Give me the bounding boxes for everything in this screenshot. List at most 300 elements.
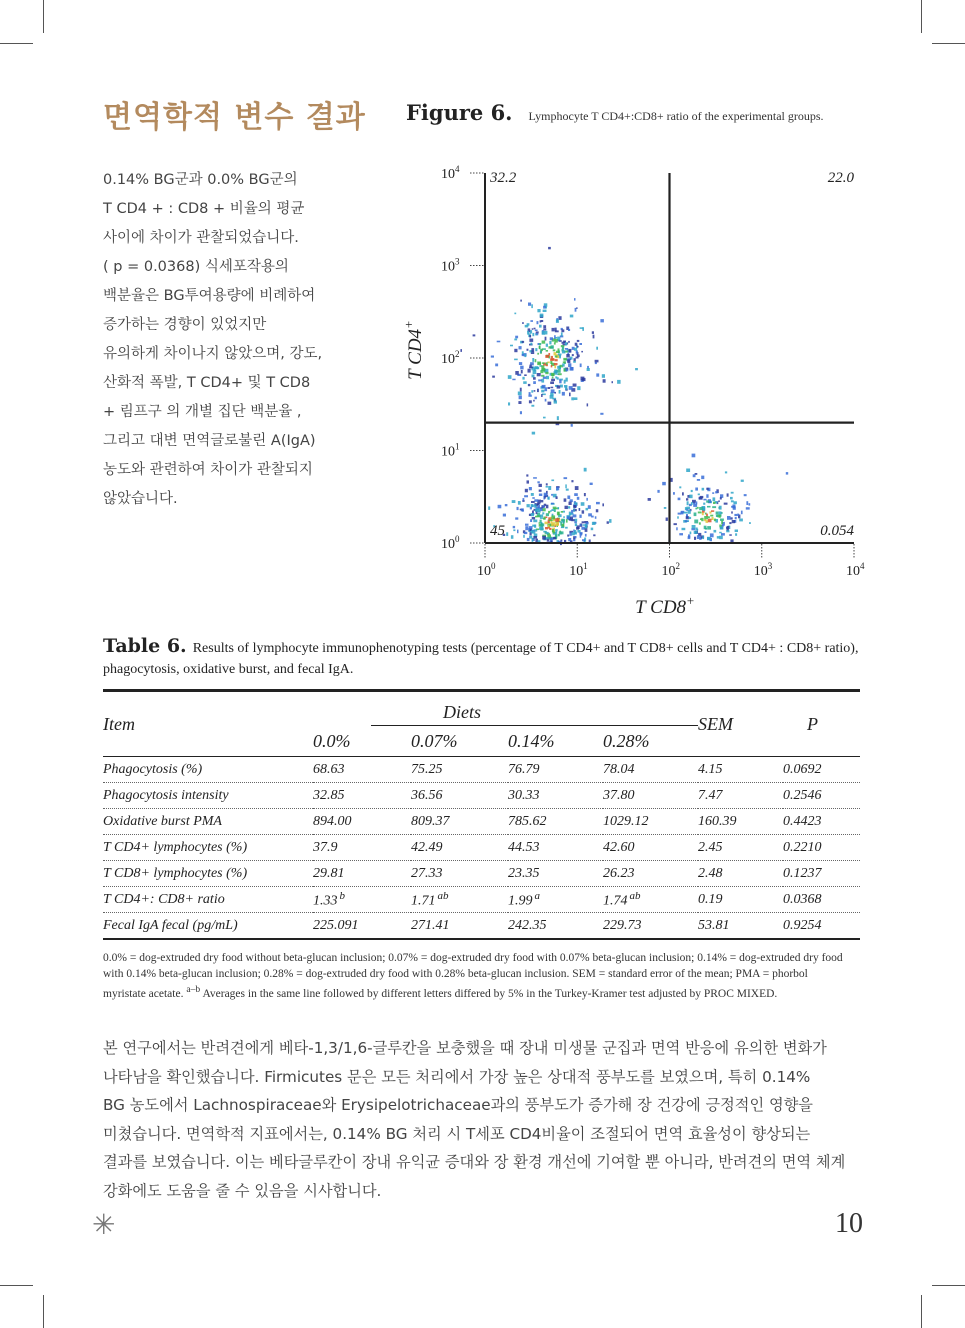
density-point bbox=[682, 492, 684, 495]
density-point bbox=[702, 512, 704, 515]
density-point bbox=[511, 535, 514, 539]
y-tick-label: $10^4$ bbox=[441, 164, 460, 182]
cell-v4 bbox=[603, 887, 698, 913]
figure-label: Figure 6. bbox=[406, 100, 513, 125]
density-point bbox=[692, 454, 696, 458]
density-point bbox=[552, 398, 556, 400]
density-point bbox=[505, 504, 508, 506]
table-label: Table 6. bbox=[103, 635, 187, 657]
cell-value: 68.63 bbox=[313, 761, 345, 777]
density-point bbox=[522, 322, 524, 324]
density-point bbox=[546, 344, 548, 347]
density-point bbox=[529, 392, 531, 395]
density-point bbox=[603, 379, 606, 383]
density-point bbox=[555, 359, 558, 361]
density-point bbox=[691, 502, 693, 505]
intro-line: 농도와 관련하여 차이가 관찰되지 bbox=[103, 462, 313, 478]
density-point bbox=[657, 490, 659, 493]
density-point bbox=[719, 506, 722, 510]
density-point bbox=[589, 540, 591, 543]
cell-v1 bbox=[313, 861, 411, 887]
density-point bbox=[460, 349, 462, 352]
density-point bbox=[712, 517, 714, 520]
chart-ticks bbox=[441, 164, 865, 579]
density-point bbox=[714, 519, 716, 522]
cell-value: T CD4+: CD8+ ratio bbox=[103, 891, 225, 907]
density-point bbox=[551, 365, 553, 367]
density-point bbox=[526, 474, 528, 476]
cell-sem bbox=[698, 757, 783, 783]
cell-v4 bbox=[603, 861, 698, 887]
crop-mark bbox=[932, 1285, 965, 1286]
density-point bbox=[749, 522, 751, 524]
density-point bbox=[694, 520, 698, 524]
density-point bbox=[688, 534, 690, 537]
density-point bbox=[571, 424, 573, 427]
density-point bbox=[542, 505, 544, 507]
y-tick-label: $10^2$ bbox=[441, 349, 460, 367]
density-point bbox=[570, 315, 574, 318]
density-point bbox=[530, 519, 532, 522]
density-point bbox=[543, 310, 547, 312]
cell-value: 30.33 bbox=[508, 787, 540, 803]
cell-v3 bbox=[508, 835, 603, 861]
density-point bbox=[554, 392, 556, 394]
density-point bbox=[541, 375, 544, 377]
density-point bbox=[697, 479, 700, 481]
cell-value: 0.0368 bbox=[783, 891, 822, 907]
star-ornament: ✳ bbox=[92, 1208, 116, 1241]
density-point bbox=[687, 501, 689, 505]
density-point bbox=[538, 505, 540, 509]
density-point bbox=[586, 522, 589, 524]
density-point bbox=[517, 507, 519, 510]
density-point bbox=[718, 511, 721, 514]
density-point bbox=[569, 386, 573, 390]
density-point bbox=[612, 381, 614, 383]
density-point bbox=[508, 375, 512, 379]
density-point bbox=[524, 532, 527, 534]
density-point bbox=[539, 484, 542, 487]
density-point bbox=[679, 486, 681, 488]
density-point bbox=[726, 530, 729, 532]
density-point bbox=[574, 502, 577, 505]
density-point bbox=[677, 516, 679, 518]
density-point bbox=[543, 377, 546, 379]
density-point bbox=[692, 525, 696, 529]
cell-p bbox=[783, 835, 860, 861]
density-point bbox=[551, 373, 555, 376]
density-point bbox=[566, 354, 570, 358]
density-point bbox=[707, 506, 711, 508]
density-point bbox=[535, 330, 538, 332]
cell-value: T CD8+ lymphocytes (%) bbox=[103, 865, 248, 881]
density-point bbox=[557, 385, 561, 388]
table-caption bbox=[103, 636, 863, 680]
cell-v1 bbox=[313, 835, 411, 861]
density-point bbox=[596, 509, 599, 512]
density-point bbox=[695, 488, 698, 491]
density-point bbox=[513, 529, 515, 531]
density-point bbox=[593, 534, 595, 536]
density-point bbox=[552, 328, 555, 332]
density-point bbox=[673, 492, 675, 495]
intro-line: 산화적 폭발, T CD4+ 및 T CD8 bbox=[103, 375, 311, 391]
cell-v3 bbox=[508, 913, 603, 940]
density-point bbox=[551, 358, 555, 360]
cell-v2 bbox=[411, 861, 508, 887]
density-point bbox=[562, 392, 565, 396]
density-point bbox=[711, 510, 714, 512]
density-point bbox=[563, 361, 566, 363]
density-point bbox=[561, 519, 565, 522]
density-point bbox=[521, 370, 523, 373]
density-point bbox=[553, 537, 556, 539]
density-point bbox=[554, 363, 558, 365]
density-point bbox=[539, 325, 542, 328]
density-point bbox=[531, 513, 534, 516]
density-point bbox=[591, 528, 594, 531]
density-point bbox=[575, 308, 577, 312]
density-point bbox=[570, 367, 574, 371]
density-point bbox=[704, 516, 708, 519]
intro-paragraph bbox=[103, 166, 363, 514]
density-point bbox=[533, 377, 536, 380]
density-point bbox=[565, 506, 568, 509]
density-point bbox=[531, 390, 533, 393]
density-point bbox=[532, 497, 535, 499]
density-point bbox=[541, 500, 544, 502]
density-point bbox=[543, 417, 546, 419]
cell-sem bbox=[698, 809, 783, 835]
density-point bbox=[676, 527, 678, 530]
density-point bbox=[531, 348, 534, 352]
cell-sem bbox=[698, 913, 783, 940]
density-point bbox=[554, 400, 557, 403]
density-point bbox=[662, 482, 666, 485]
density-point bbox=[525, 524, 529, 526]
density-point bbox=[512, 379, 515, 381]
density-point bbox=[554, 365, 556, 368]
density-point bbox=[686, 507, 690, 510]
cell-value: 894.00 bbox=[313, 813, 352, 829]
cell-value: 0.9254 bbox=[783, 917, 822, 933]
intro-line: 않았습니다. bbox=[103, 491, 178, 507]
cell-v3 bbox=[508, 861, 603, 887]
cell-value: 0.19 bbox=[698, 891, 723, 907]
cell-item bbox=[103, 835, 313, 861]
intro-line: T CD4 + : CD8 + 비율의 평균 bbox=[103, 201, 305, 217]
density-point bbox=[741, 480, 744, 482]
density-point bbox=[565, 386, 567, 390]
density-point bbox=[562, 342, 565, 344]
density-point bbox=[548, 497, 550, 500]
density-point bbox=[491, 356, 494, 358]
density-point bbox=[521, 508, 524, 511]
crop-mark bbox=[0, 1285, 33, 1286]
density-point bbox=[682, 528, 686, 530]
density-point bbox=[508, 402, 510, 405]
density-point bbox=[518, 401, 521, 404]
cell-value: 1.33 bbox=[313, 893, 338, 909]
density-point bbox=[551, 389, 555, 393]
density-point bbox=[537, 353, 539, 355]
cell-item bbox=[103, 861, 313, 887]
density-point bbox=[530, 507, 532, 510]
density-point bbox=[544, 493, 548, 497]
density-point bbox=[735, 533, 737, 536]
density-point bbox=[546, 483, 548, 485]
density-point bbox=[539, 346, 541, 350]
density-point bbox=[556, 351, 559, 353]
density-point bbox=[541, 390, 544, 393]
density-point bbox=[535, 359, 537, 362]
cell-sem bbox=[698, 783, 783, 809]
density-point bbox=[534, 504, 536, 507]
density-point bbox=[554, 352, 557, 355]
density-point bbox=[706, 494, 708, 498]
density-point bbox=[582, 327, 584, 331]
cell-value: 75.25 bbox=[411, 761, 443, 777]
density-point bbox=[582, 521, 585, 523]
density-point bbox=[539, 527, 541, 530]
cell-v1 bbox=[313, 757, 411, 783]
density-point bbox=[694, 531, 698, 534]
density-point bbox=[737, 514, 739, 516]
density-point bbox=[731, 500, 734, 502]
density-point bbox=[602, 503, 604, 506]
density-point bbox=[546, 532, 549, 534]
density-point bbox=[565, 527, 568, 529]
table-row bbox=[103, 887, 860, 913]
cell-value: 42.60 bbox=[603, 839, 635, 855]
density-point bbox=[514, 349, 517, 352]
cell-v1 bbox=[313, 809, 411, 835]
density-point bbox=[573, 514, 577, 517]
density-point bbox=[563, 511, 565, 513]
density-point bbox=[556, 531, 558, 534]
density-point bbox=[586, 508, 589, 511]
density-point bbox=[545, 337, 547, 341]
header-diet-2: 0.14% bbox=[508, 726, 603, 757]
density-point bbox=[561, 332, 563, 336]
cell-value: 4.15 bbox=[698, 761, 723, 777]
density-point bbox=[733, 501, 737, 504]
density-point bbox=[573, 384, 577, 387]
density-point bbox=[546, 505, 549, 509]
density-point bbox=[522, 341, 524, 343]
density-point bbox=[559, 355, 561, 358]
cell-v3 bbox=[508, 809, 603, 835]
density-point bbox=[539, 522, 541, 524]
density-point bbox=[716, 515, 718, 517]
density-point bbox=[525, 526, 528, 530]
density-point bbox=[694, 513, 697, 517]
density-point bbox=[532, 333, 534, 336]
density-point bbox=[727, 516, 731, 520]
density-point bbox=[686, 516, 690, 519]
density-point bbox=[534, 328, 536, 330]
density-point bbox=[551, 345, 554, 348]
density-point bbox=[581, 351, 583, 353]
density-point bbox=[576, 350, 578, 353]
density-point bbox=[527, 349, 529, 351]
density-point bbox=[555, 370, 557, 373]
density-point bbox=[528, 395, 531, 397]
density-point bbox=[523, 381, 527, 384]
density-point bbox=[685, 520, 688, 522]
density-point bbox=[693, 474, 696, 477]
cell-value: 0.1237 bbox=[783, 865, 822, 881]
density-point bbox=[551, 387, 554, 389]
density-point bbox=[546, 350, 548, 352]
density-point bbox=[520, 411, 522, 414]
density-point bbox=[539, 494, 542, 497]
cell-value: 32.85 bbox=[313, 787, 345, 803]
density-point bbox=[584, 468, 587, 472]
density-point bbox=[514, 359, 518, 361]
density-point bbox=[595, 516, 597, 519]
cell-item bbox=[103, 783, 313, 809]
density-point bbox=[553, 349, 556, 351]
table-row bbox=[103, 861, 860, 887]
cell-v4 bbox=[603, 757, 698, 783]
density-point bbox=[719, 536, 723, 540]
density-point bbox=[701, 518, 703, 521]
density-point bbox=[575, 523, 577, 526]
density-point bbox=[542, 331, 545, 335]
density-point bbox=[557, 416, 559, 420]
density-point bbox=[545, 399, 547, 402]
density-point bbox=[576, 357, 579, 359]
density-point bbox=[566, 489, 569, 491]
density-point bbox=[699, 522, 701, 524]
cell-item bbox=[103, 757, 313, 783]
density-point bbox=[569, 393, 571, 397]
density-point bbox=[538, 379, 542, 381]
page-number: 10 bbox=[835, 1208, 863, 1239]
density-point bbox=[549, 341, 551, 344]
density-point bbox=[726, 527, 728, 529]
density-point bbox=[550, 337, 553, 340]
density-point bbox=[586, 498, 588, 501]
header-diets-label: Diets bbox=[443, 702, 481, 722]
density-point bbox=[696, 528, 698, 530]
cell-value: 44.53 bbox=[508, 839, 540, 855]
cell-item bbox=[103, 809, 313, 835]
density-point bbox=[712, 492, 714, 494]
density-point bbox=[551, 494, 553, 496]
density-point bbox=[739, 519, 743, 522]
density-point bbox=[529, 400, 532, 403]
density-point bbox=[707, 526, 711, 530]
density-point bbox=[503, 514, 506, 517]
density-point bbox=[714, 530, 717, 533]
density-point bbox=[556, 522, 559, 526]
cell-value: 271.41 bbox=[411, 917, 450, 933]
cell-v4 bbox=[603, 783, 698, 809]
crop-mark bbox=[921, 1295, 922, 1328]
density-point bbox=[514, 339, 517, 341]
intro-line: + 림프구 의 개별 집단 백분율 , bbox=[103, 404, 302, 420]
x-tick-label: $10^4$ bbox=[846, 561, 865, 579]
cell-value: 2.45 bbox=[698, 839, 723, 855]
density-point bbox=[562, 363, 565, 366]
cell-value: 26.23 bbox=[603, 865, 635, 881]
section-title: 면역학적 변수 결과 bbox=[103, 100, 366, 135]
density-point bbox=[708, 519, 712, 523]
cell-value: Phagocytosis (%) bbox=[103, 761, 203, 777]
density-point bbox=[552, 376, 554, 378]
density-point bbox=[542, 362, 545, 364]
cell-value: 78.04 bbox=[603, 761, 635, 777]
density-point bbox=[543, 325, 546, 328]
density-point bbox=[592, 331, 594, 334]
density-point bbox=[580, 364, 582, 368]
cell-v2 bbox=[411, 887, 508, 913]
density-point bbox=[555, 339, 558, 343]
density-point bbox=[534, 499, 538, 502]
density-point bbox=[533, 520, 537, 523]
header-diet-0: 0.0% bbox=[313, 726, 411, 757]
density-point bbox=[542, 508, 546, 511]
density-point bbox=[602, 374, 605, 378]
density-point bbox=[715, 491, 717, 493]
cell-value: 23.35 bbox=[508, 865, 540, 881]
density-point bbox=[571, 397, 574, 400]
density-point bbox=[568, 329, 570, 331]
density-point bbox=[529, 367, 533, 369]
density-point bbox=[585, 528, 588, 532]
density-point bbox=[575, 343, 578, 346]
density-point bbox=[531, 504, 534, 507]
density-point bbox=[555, 328, 557, 332]
cell-value: 160.39 bbox=[698, 813, 737, 829]
density-point bbox=[562, 350, 566, 353]
density-point bbox=[566, 378, 568, 382]
density-point bbox=[698, 494, 700, 496]
density-point bbox=[588, 505, 591, 509]
density-point bbox=[579, 343, 582, 345]
density-point bbox=[560, 531, 563, 534]
cell-value: 809.37 bbox=[411, 813, 450, 829]
cell-value: Fecal IgA fecal (pg/mL) bbox=[103, 917, 238, 933]
density-point bbox=[562, 347, 564, 350]
density-point bbox=[568, 506, 570, 508]
cell-sem bbox=[698, 861, 783, 887]
density-point bbox=[524, 495, 528, 497]
density-point bbox=[537, 503, 540, 505]
density-point bbox=[536, 508, 540, 511]
chart-frame bbox=[485, 173, 854, 543]
density-point bbox=[554, 342, 556, 344]
table-footnote bbox=[103, 951, 848, 1002]
cell-p bbox=[783, 809, 860, 835]
cell-value: 229.73 bbox=[603, 917, 642, 933]
density-point bbox=[515, 336, 518, 339]
density-point bbox=[551, 480, 554, 482]
density-point bbox=[582, 539, 585, 541]
cell-p bbox=[783, 757, 860, 783]
cell-sem bbox=[698, 887, 783, 913]
density-point bbox=[546, 486, 548, 488]
density-point bbox=[556, 496, 558, 499]
density-point bbox=[545, 372, 548, 374]
density-point bbox=[571, 480, 573, 482]
density-point bbox=[704, 519, 706, 521]
density-point bbox=[553, 507, 557, 510]
density-point bbox=[520, 366, 523, 370]
